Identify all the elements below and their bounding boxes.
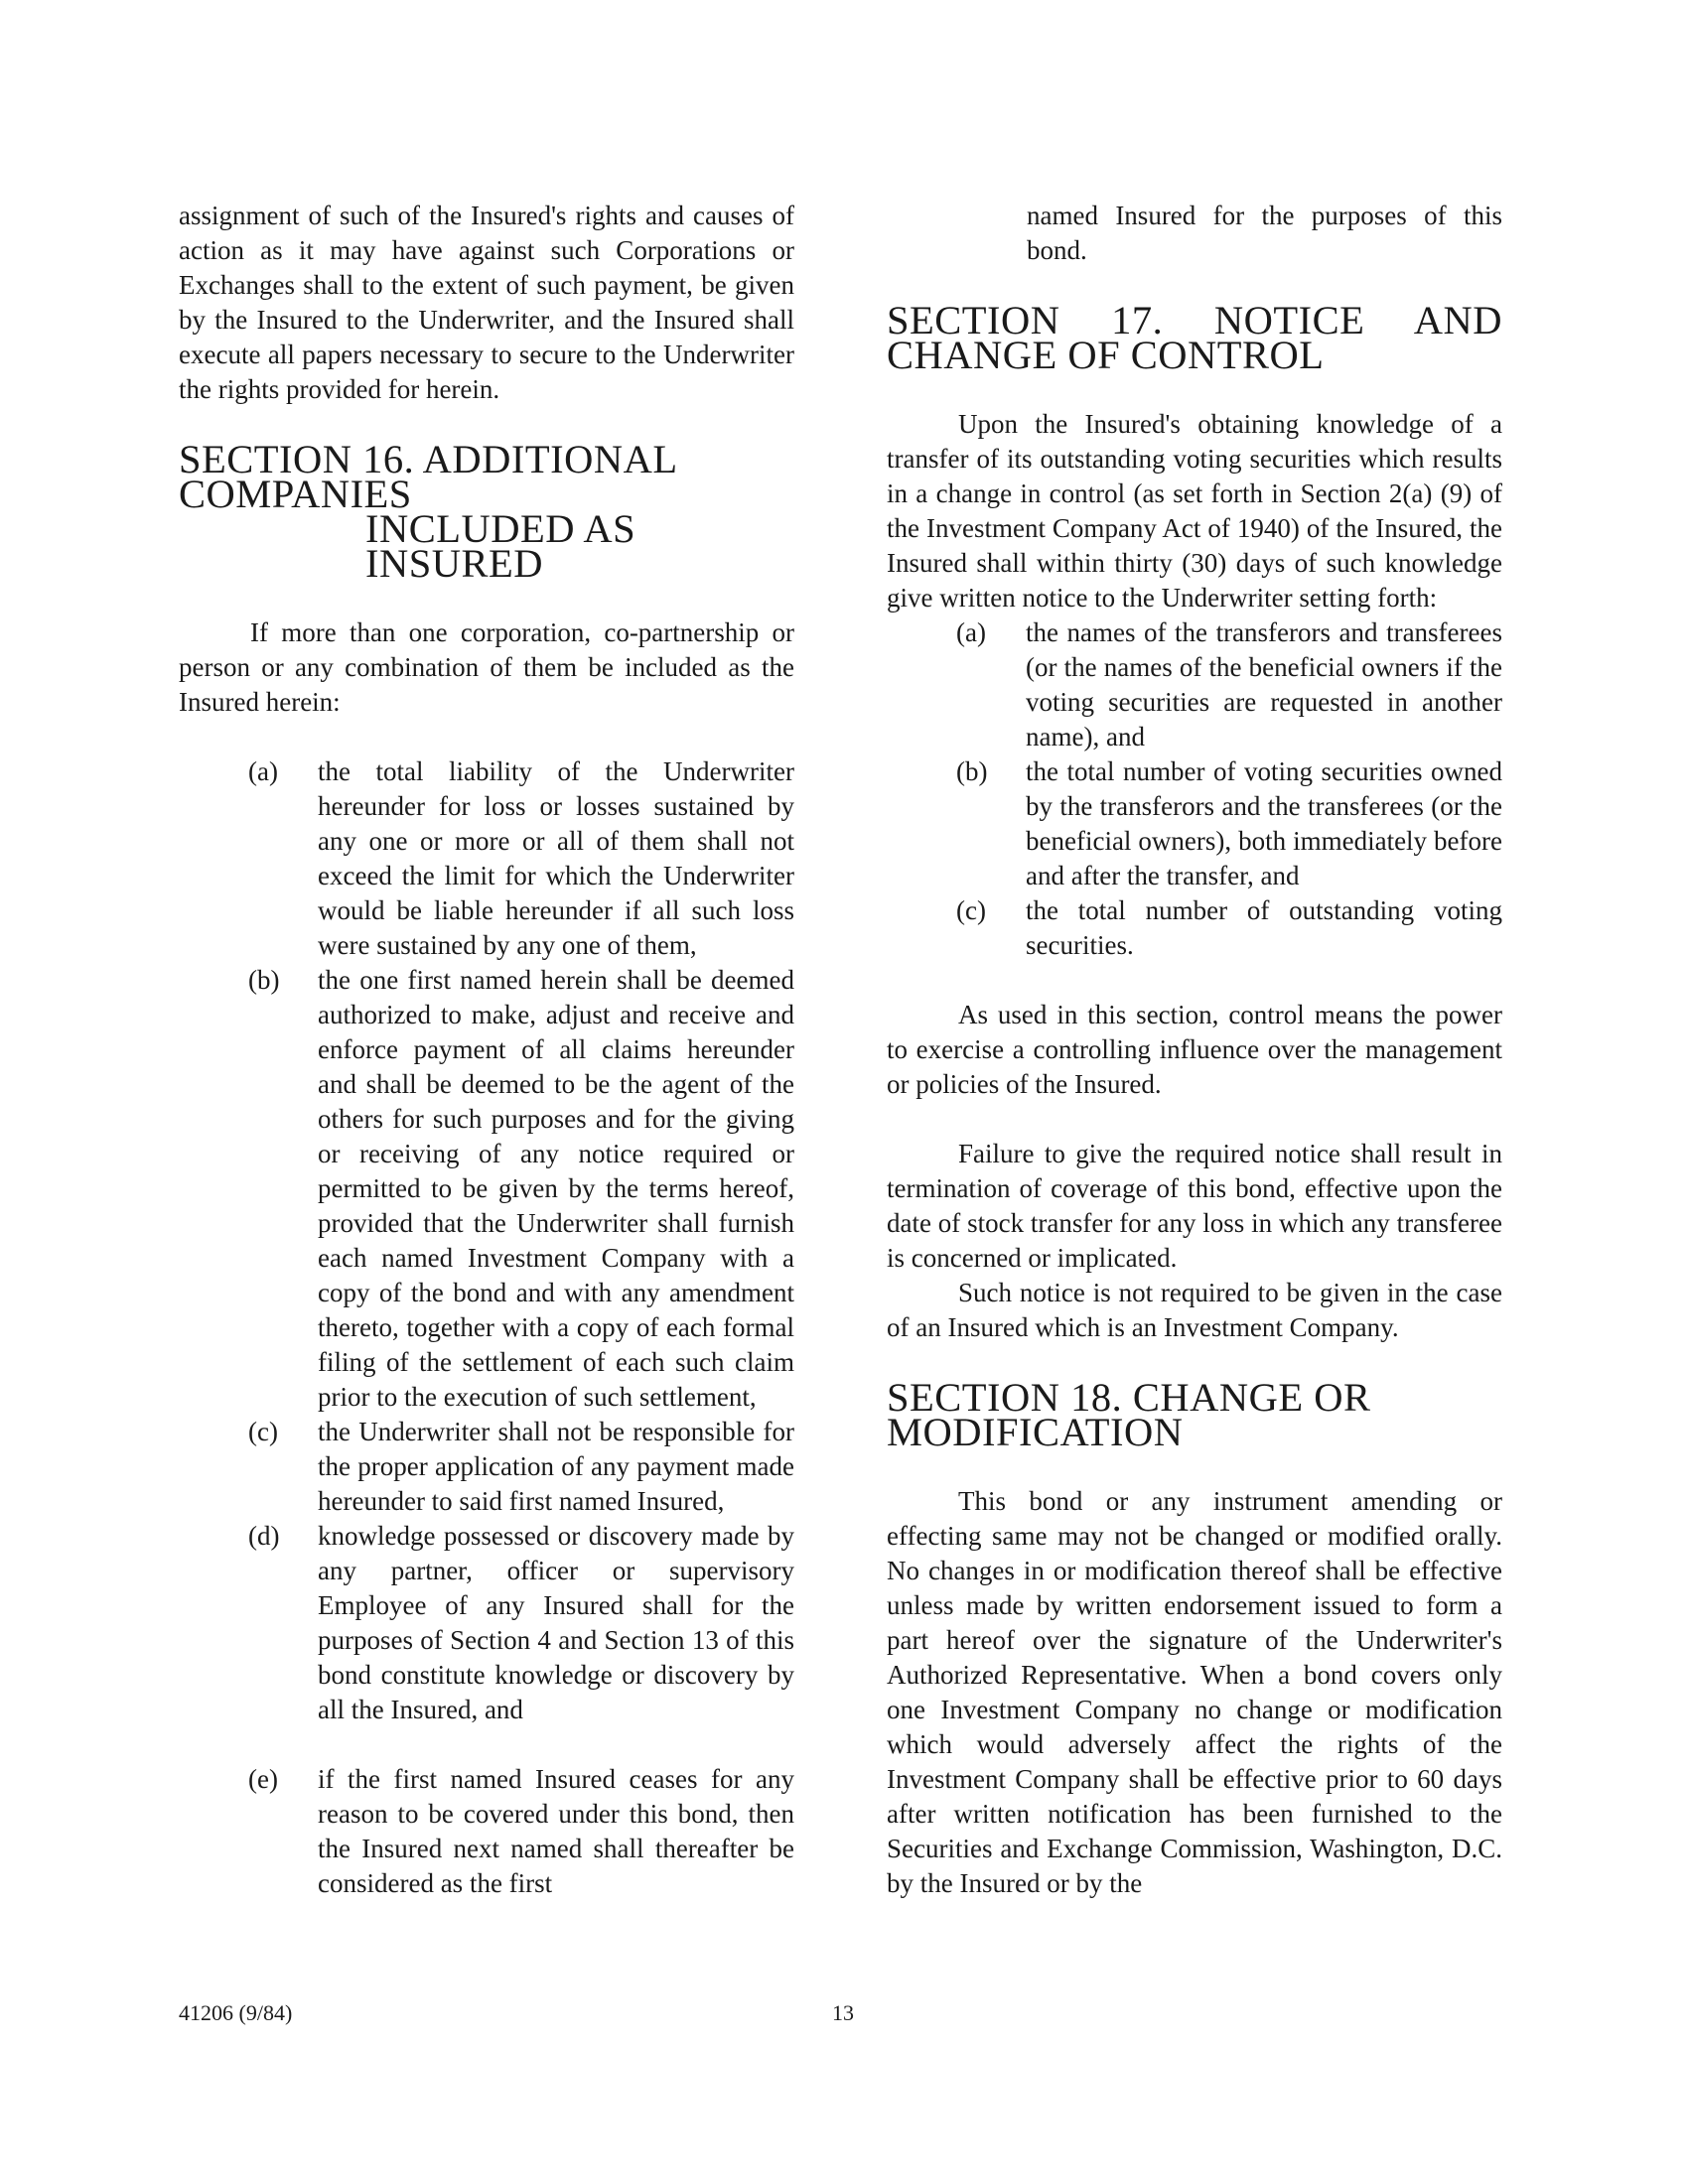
list-item-marker: (e) xyxy=(248,1764,278,1794)
notice-not-required-paragraph: Such notice is not required to be given in the case of an Insured which is an Investment Company. xyxy=(887,1278,1502,1342)
list-item-text: the one first named herein shall be deemed authorized to make, adjust and receive and enforce payment of all claims hereunder and shall be deemed to be the agent of the others for such purposes and for the giving or receiving of any notice required or permitted to be given by the terms hereof, provided that the Underwriter shall furnish each named Investment Company with a copy of the bond and with any amendment thereto, together with a copy of each formal filing of the settlement of each such claim prior to the execution of such settlement, xyxy=(318,965,794,1412)
list-item xyxy=(887,615,1502,754)
section-18-heading: SECTION 18. CHANGE OR MODIFICATION xyxy=(887,1375,1371,1454)
list-item xyxy=(179,963,794,1415)
failure-notice-paragraph: Failure to give the required notice shall result in termination of coverage of this bond, effective upon the date of stock transfer for any loss in which any transferee is concerned or implicated. xyxy=(887,1139,1502,1273)
control-definition-paragraph: As used in this section, control means the power to exercise a controlling influence over the management or policies of the Insured. xyxy=(887,1000,1502,1099)
list-item-text: the total number of outstanding voting securities. xyxy=(1026,895,1502,960)
list-item-text: the Underwriter shall not be responsible for the proper application of any payment made hereunder to said first named Insured, xyxy=(318,1417,794,1516)
form-number: 41206 (9/84) xyxy=(179,2000,293,2025)
continuation-paragraph: assignment of such of the Insured's rights and causes of action as it may have against such Corporations or Exchanges shall to the extent of such payment, be given by the Insured to the Underwriter, and the Insured shall execute all papers necessary to secure to the Underwriter the rights provided for herein. xyxy=(179,201,794,404)
list-item-text: if the first named Insured ceases for any reason to be covered under this bond, then the Insured next named shall thereafter be considered as the first xyxy=(318,1764,794,1898)
list-item-marker: (a) xyxy=(956,617,986,647)
list-item xyxy=(887,893,1502,963)
list-item-marker: (b) xyxy=(248,965,280,995)
list-item-text: the total liability of the Underwriter hereunder for loss or losses sustained by any one or more or all of them shall not exceed the limit for which the Underwriter would be liable hereunder if all such loss were sustained by any one of them, xyxy=(318,756,794,960)
section-16-intro: If more than one corporation, co-partnership or person or any combination of them be included as the Insured herein: xyxy=(179,617,794,717)
right-column xyxy=(887,199,1502,1901)
list-item xyxy=(179,1762,794,1901)
section-16-heading-line1: SECTION 16. ADDITIONAL COMPANIES xyxy=(179,437,677,516)
section-16-heading-line2: INCLUDED AS INSURED xyxy=(365,506,636,586)
page-number: 13 xyxy=(832,2000,854,2025)
list-item-text: knowledge possessed or discovery made by any partner, officer or supervisory Employee of any Insured shall for the purposes of Section 4 and Section 13 of this bond constitute knowledge or discovery by all the Insured, and xyxy=(318,1521,794,1724)
list-item-marker: (b) xyxy=(956,756,988,786)
section-17-intro: Upon the Insured's obtaining knowledge of a transfer of its outstanding voting securities which results in a change in control (as set forth in Section 2(a) (9) of the Investment Company Act of 1940) of the Insured, the Insured shall within thirty (30) days of such knowledge give written notice to the Underwriter setting forth: xyxy=(887,409,1502,613)
section-16-heading xyxy=(179,437,794,586)
list-item-marker: (c) xyxy=(956,895,986,925)
list-item-marker: (a) xyxy=(248,756,278,786)
list-item xyxy=(179,1415,794,1519)
list-item xyxy=(179,1519,794,1727)
section-17-list xyxy=(887,615,1502,963)
left-column xyxy=(179,199,794,1901)
section-17-heading: SECTION 17. NOTICE AND CHANGE OF CONTROL xyxy=(887,298,1502,377)
section-16-list xyxy=(179,754,794,1901)
list-item-text: the total number of voting securities owned by the transferors and the transferees (or the beneficial owners), both immediately before and after the transfer, and xyxy=(1026,756,1502,890)
list-item-text: the names of the transferors and transferees (or the names of the beneficial owners if the voting securities are requested in another name), and xyxy=(1026,617,1502,751)
section-18-paragraph: This bond or any instrument amending or effecting same may not be changed or modified orally. No changes in or modification thereof shall be effective unless made by written endorsement issued to form a part hereof over the signature of the Underwriter's Authorized Representative. When a bond covers only one Investment Company no change or modification which would adversely affect the rights of the Investment Company shall be effective prior to 60 days after written notification has been furnished to the Securities and Exchange Commission, Washington, D.C. by the Insured or by the xyxy=(887,1486,1502,1898)
list-item-marker: (c) xyxy=(248,1417,278,1446)
list-item xyxy=(179,754,794,963)
list-item xyxy=(887,754,1502,893)
continuation-paragraph: named Insured for the purposes of this bond. xyxy=(1027,201,1502,265)
list-item-marker: (d) xyxy=(248,1521,280,1551)
